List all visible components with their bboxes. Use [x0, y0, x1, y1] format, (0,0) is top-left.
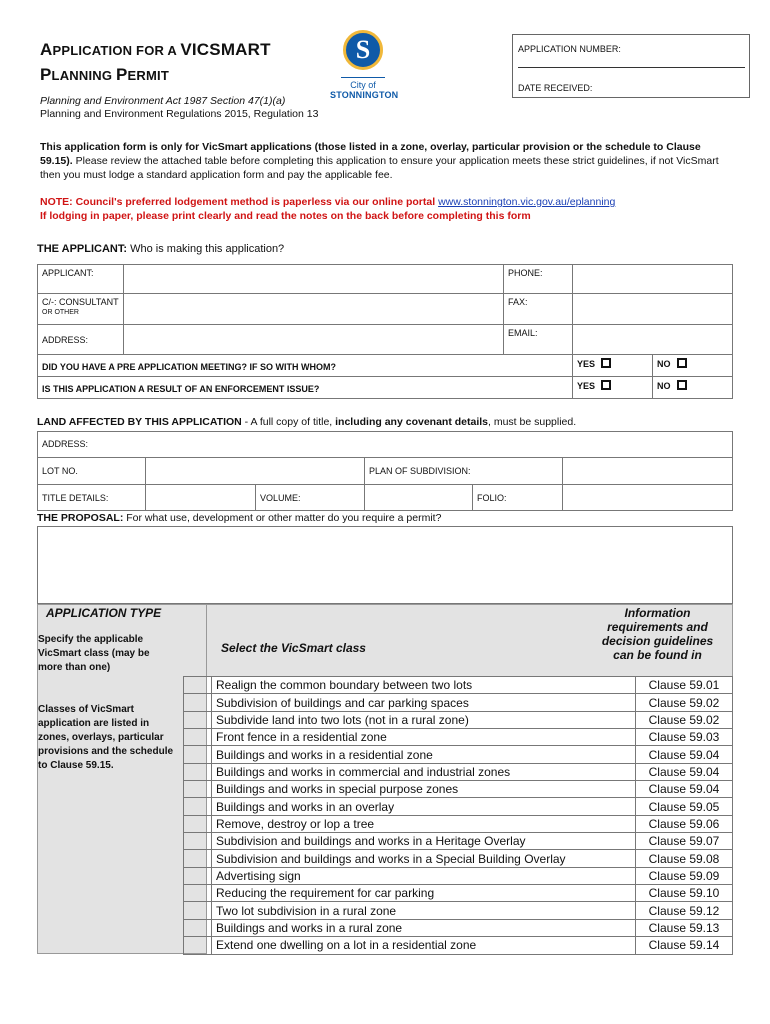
- vicsmart-class-table: [183, 676, 733, 955]
- proposal-heading: THE PROPOSAL: For what use, development or other matter do you require a permit?: [37, 512, 442, 524]
- folio-label[interactable]: FOLIO:: [473, 485, 563, 511]
- volume-input[interactable]: [365, 485, 473, 511]
- checkbox-icon[interactable]: [601, 358, 611, 368]
- class-row: [184, 781, 733, 798]
- class-row: [184, 815, 733, 832]
- lot-input[interactable]: [146, 458, 365, 485]
- clause-reference: Clause 59.14: [636, 937, 733, 954]
- application-number-label: APPLICATION NUMBER:: [518, 44, 621, 54]
- class-name: Buildings and works in an overlay: [212, 798, 636, 815]
- class-row: [184, 711, 733, 728]
- class-checkbox[interactable]: [184, 677, 212, 694]
- clause-reference: Clause 59.13: [636, 919, 733, 936]
- class-name: Buildings and works in special purpose zones: [212, 781, 636, 798]
- applicant-label: APPLICANT:: [38, 265, 124, 294]
- class-name: Subdivision and buildings and works in a Special Building Overlay: [212, 850, 636, 867]
- clause-reference: Clause 59.08: [636, 850, 733, 867]
- legislation-reference: Planning and Environment Act 1987 Section 47(1)(a) Planning and Environment Regulations 2015, Regulation 13: [40, 95, 319, 120]
- lodgement-note: NOTE: Council's preferred lodgement method is paperless via our online portal www.stonnington.vic.gov.au/eplanning If lodging in paper, please print clearly and read the notes on the back before completing this form: [40, 196, 616, 222]
- clause-reference: Clause 59.03: [636, 729, 733, 746]
- class-name: Subdivide land into two lots (not in a rural zone): [212, 711, 636, 728]
- class-name: Buildings and works in commercial and industrial zones: [212, 763, 636, 780]
- class-name: Two lot subdivision in a rural zone: [212, 902, 636, 919]
- address-input[interactable]: [124, 325, 504, 355]
- class-checkbox[interactable]: [184, 781, 212, 798]
- phone-input[interactable]: [573, 265, 733, 294]
- phone-label: PHONE:: [504, 265, 573, 294]
- clause-reference: Clause 59.04: [636, 781, 733, 798]
- application-number-field[interactable]: [518, 67, 745, 68]
- clause-reference: Clause 59.10: [636, 885, 733, 902]
- class-name: Remove, destroy or lop a tree: [212, 815, 636, 832]
- class-name: Extend one dwelling on a lot in a residential zone: [212, 937, 636, 954]
- class-checkbox[interactable]: [184, 885, 212, 902]
- volume-label[interactable]: VOLUME:: [256, 485, 365, 511]
- class-checkbox[interactable]: [184, 850, 212, 867]
- email-input[interactable]: [573, 325, 733, 355]
- application-type-panel: APPLICATION TYPE Specify the applicable VicSmart class (may be more than one) Classes of VicSmart application are listed in zones, overlays, particular provisions and the schedule to Clause 59.15.: [37, 604, 207, 954]
- title-details-label: TITLE DETAILS:: [38, 485, 146, 511]
- classes-note: Classes of VicSmart application are listed in zones, overlays, particular provisions and the schedule to Clause 59.15.: [38, 704, 174, 771]
- enforcement-question: IS THIS APPLICATION A RESULT OF AN ENFORCEMENT ISSUE?: [38, 377, 573, 399]
- clause-reference: Clause 59.12: [636, 902, 733, 919]
- class-checkbox[interactable]: [184, 815, 212, 832]
- checkbox-icon[interactable]: [601, 380, 611, 390]
- class-checkbox[interactable]: [184, 746, 212, 763]
- class-name: Advertising sign: [212, 867, 636, 884]
- title-details-input[interactable]: [146, 485, 256, 511]
- pre-meeting-yes[interactable]: YES: [573, 355, 653, 377]
- email-label: EMAIL:: [504, 325, 573, 355]
- fax-label: FAX:: [504, 294, 573, 325]
- office-use-box: [512, 34, 750, 98]
- class-checkbox[interactable]: [184, 919, 212, 936]
- clause-reference: Clause 59.07: [636, 833, 733, 850]
- class-checkbox[interactable]: [184, 833, 212, 850]
- class-name: Reducing the requirement for car parking: [212, 885, 636, 902]
- applicant-table: [37, 264, 733, 399]
- clause-reference: Clause 59.01: [636, 677, 733, 694]
- class-row: [184, 902, 733, 919]
- applicant-heading: THE APPLICANT: Who is making this application?: [37, 243, 285, 255]
- info-requirements-header: Information requirements and decision guidelines can be found in: [583, 604, 733, 676]
- class-row: [184, 885, 733, 902]
- checkbox-icon[interactable]: [677, 380, 687, 390]
- eplanning-link[interactable]: www.stonnington.vic.gov.au/eplanning: [438, 196, 616, 208]
- class-checkbox[interactable]: [184, 694, 212, 711]
- fax-input[interactable]: [573, 294, 733, 325]
- clause-reference: Clause 59.04: [636, 746, 733, 763]
- plan-label: PLAN OF SUBDIVISION:: [365, 458, 563, 485]
- checkbox-icon[interactable]: [677, 358, 687, 368]
- lot-label: LOT NO.: [38, 458, 146, 485]
- select-class-header: Select the VicSmart class: [207, 604, 627, 676]
- consultant-label: C/-: CONSULTANT OR OTHER: [38, 294, 124, 325]
- pre-meeting-no[interactable]: NO: [653, 355, 733, 377]
- clause-reference: Clause 59.09: [636, 867, 733, 884]
- class-name: Buildings and works in a residential zone: [212, 746, 636, 763]
- class-row: [184, 867, 733, 884]
- class-checkbox[interactable]: [184, 937, 212, 954]
- logo-emblem-icon: S: [343, 30, 383, 70]
- class-checkbox[interactable]: [184, 729, 212, 746]
- class-name: Front fence in a residential zone: [212, 729, 636, 746]
- class-row: [184, 677, 733, 694]
- class-row: [184, 833, 733, 850]
- clause-reference: Clause 59.05: [636, 798, 733, 815]
- clause-reference: Clause 59.04: [636, 763, 733, 780]
- class-row: [184, 919, 733, 936]
- proposal-textarea[interactable]: [37, 526, 733, 604]
- intro-paragraph: This application form is only for VicSmart applications (those listed in a zone, overlay, particular provision or the schedule to Clause 59.15). Please review the attached table before completing this application to ensure your application meets these strict guidelines, if not VicSmart then you must lodge a standard application form and pay the applicable fee.: [40, 141, 719, 181]
- class-name: Subdivision of buildings and car parking spaces: [212, 694, 636, 711]
- class-row: [184, 937, 733, 954]
- class-checkbox[interactable]: [184, 798, 212, 815]
- clause-reference: Clause 59.02: [636, 711, 733, 728]
- class-name: Subdivision and buildings and works in a Heritage Overlay: [212, 833, 636, 850]
- land-table: [37, 431, 733, 511]
- plan-input[interactable]: [563, 458, 733, 485]
- class-row: [184, 850, 733, 867]
- class-row: [184, 694, 733, 711]
- class-checkbox[interactable]: [184, 902, 212, 919]
- class-row: [184, 763, 733, 780]
- class-checkbox[interactable]: [184, 763, 212, 780]
- specify-class-note: Specify the applicable VicSmart class (may be more than one): [38, 634, 150, 673]
- class-checkbox[interactable]: [184, 867, 212, 884]
- class-name: Realign the common boundary between two lots: [212, 677, 636, 694]
- land-address-field[interactable]: ADDRESS:: [38, 432, 733, 458]
- form-title: APPLICATION FOR A VICSMART PLANNING PERMIT: [40, 40, 271, 84]
- stonnington-logo: S City of STONNINGTON: [330, 30, 396, 100]
- enforcement-no[interactable]: NO: [653, 377, 733, 399]
- class-row: [184, 729, 733, 746]
- land-heading: LAND AFFECTED BY THIS APPLICATION - A full copy of title, including any covenant details, must be supplied.: [37, 416, 577, 428]
- class-row: [184, 798, 733, 815]
- class-row: [184, 746, 733, 763]
- applicant-input[interactable]: [124, 265, 504, 294]
- address-label: ADDRESS:: [38, 325, 124, 355]
- pre-meeting-question: DID YOU HAVE A PRE APPLICATION MEETING? IF SO WITH WHOM?: [38, 355, 573, 377]
- clause-reference: Clause 59.02: [636, 694, 733, 711]
- class-checkbox[interactable]: [184, 711, 212, 728]
- class-name: Buildings and works in a rural zone: [212, 919, 636, 936]
- folio-input[interactable]: [563, 485, 733, 511]
- consultant-input[interactable]: [124, 294, 504, 325]
- clause-reference: Clause 59.06: [636, 815, 733, 832]
- enforcement-yes[interactable]: YES: [573, 377, 653, 399]
- date-received-label: DATE RECEIVED:: [518, 83, 593, 93]
